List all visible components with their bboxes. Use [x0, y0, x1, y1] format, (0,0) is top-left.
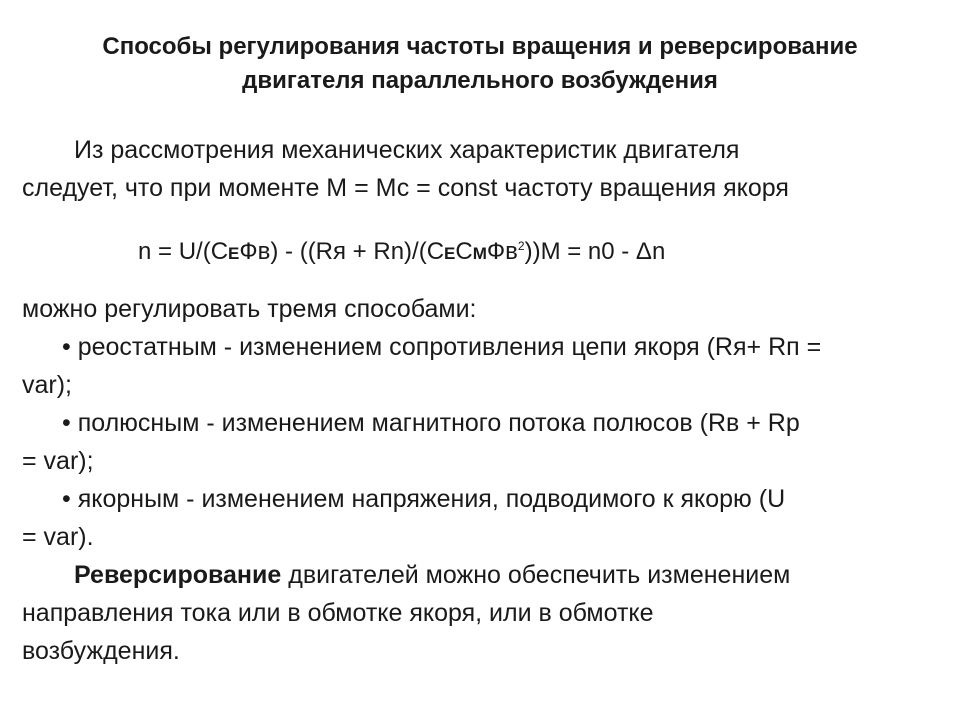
reversal-line-1	[22, 556, 948, 594]
reversal-term: Реверсирование	[74, 561, 282, 589]
intro-line-1	[22, 131, 942, 169]
title-line-2: двигателя параллельного возбуждения	[242, 67, 718, 94]
intro-paragraph	[22, 131, 942, 207]
formula-part: ))М = n0 - Δn	[524, 238, 666, 265]
formula-part: Ф	[239, 238, 258, 265]
bullet-polar-line-2: = var);	[22, 447, 94, 475]
formula-subscript: в	[505, 238, 518, 265]
body-text	[22, 290, 948, 670]
formula-superscript: 2	[517, 239, 525, 253]
bullet-polar-text: • полюсным - изменением магнитного потока полюсов (Rв + Rр	[62, 409, 800, 437]
slide-title	[40, 30, 920, 98]
bullet-polar-line-1	[22, 404, 948, 442]
bullet-reostat-line-2: var);	[22, 371, 72, 399]
bullet-armature-text: • якорным - изменением напряжения, подводимого к якорю (U	[62, 485, 786, 513]
bullet-reostat-line-1	[22, 328, 948, 366]
formula-subscript: в	[257, 238, 271, 265]
reversal-line-3: возбуждения.	[22, 637, 180, 665]
formula-subscript: Е	[444, 244, 456, 263]
formula-part: Ф	[486, 238, 506, 265]
bullet-armature-line-1	[22, 480, 948, 518]
reversal-line-2: направления тока или в обмотке якоря, или в обмотке	[22, 599, 654, 627]
bullet-reostat-text: • реостатным - изменением сопротивления цепи якоря (Rя+ Rп =	[62, 333, 822, 361]
formula-part: + Rn)/(С	[346, 238, 445, 265]
intro-line-2: следует, что при моменте М = Мс = const частоту вращения якоря	[22, 174, 789, 202]
intro-text-1: Из рассмотрения механических характеристик двигателя	[74, 136, 740, 164]
reversal-text: двигателей можно обеспечить изменением	[281, 561, 791, 589]
bullet-armature-line-2: = var).	[22, 523, 94, 551]
title-line-1: Способы регулирования частоты вращения и реверсирование	[102, 33, 858, 60]
formula-part: ) - ((R	[270, 238, 334, 265]
lead-line: можно регулировать тремя способами:	[22, 295, 477, 323]
formula-subscript: Е	[228, 244, 240, 263]
formula-subscript: М	[472, 244, 487, 263]
formula-part: n = U/(С	[138, 238, 229, 265]
formula-subscript: я	[333, 238, 347, 265]
speed-formula	[138, 236, 665, 270]
formula-part: С	[455, 238, 473, 265]
